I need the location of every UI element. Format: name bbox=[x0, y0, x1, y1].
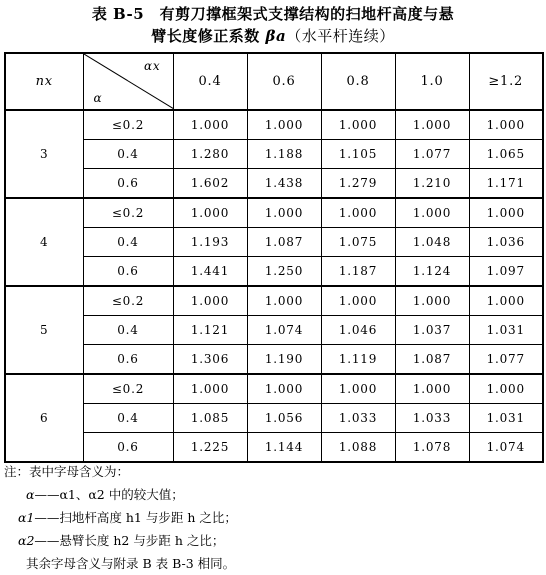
factor-value: 1.144 bbox=[247, 433, 321, 463]
factor-value: 1.000 bbox=[173, 110, 247, 140]
alpha-value: 0.6 bbox=[83, 169, 173, 199]
table-row bbox=[5, 374, 543, 404]
table-row bbox=[5, 404, 543, 433]
alpha-value: 0.4 bbox=[83, 316, 173, 345]
factor-value: 1.119 bbox=[321, 345, 395, 375]
alpha-value: 0.4 bbox=[83, 404, 173, 433]
notes-heading: 注：表中字母含义为： bbox=[4, 464, 130, 479]
note-item-alpha1: α1——扫地杆高度 h1 与步距 h 之比； bbox=[18, 510, 237, 525]
table-header-row bbox=[5, 53, 543, 110]
table-row bbox=[5, 228, 543, 257]
factor-value: 1.190 bbox=[247, 345, 321, 375]
factor-value: 1.000 bbox=[173, 374, 247, 404]
factor-value: 1.171 bbox=[469, 169, 543, 199]
header-col-4: ≥1.2 bbox=[469, 53, 543, 110]
factor-value: 1.602 bbox=[173, 169, 247, 199]
factor-value: 1.306 bbox=[173, 345, 247, 375]
factor-value: 1.087 bbox=[395, 345, 469, 375]
factor-value: 1.000 bbox=[395, 374, 469, 404]
title-symbol: βa bbox=[265, 27, 287, 45]
factor-value: 1.000 bbox=[247, 374, 321, 404]
table-title-line2 bbox=[0, 25, 546, 46]
factor-value: 1.000 bbox=[321, 198, 395, 228]
table-row bbox=[5, 140, 543, 169]
table-row bbox=[5, 316, 543, 345]
factor-value: 1.031 bbox=[469, 404, 543, 433]
alpha-value: 0.6 bbox=[83, 345, 173, 375]
factor-value: 1.037 bbox=[395, 316, 469, 345]
table-row bbox=[5, 257, 543, 287]
factor-value: 1.250 bbox=[247, 257, 321, 287]
factor-value: 1.000 bbox=[321, 110, 395, 140]
factor-value: 1.056 bbox=[247, 404, 321, 433]
header-nx: nx bbox=[5, 53, 83, 110]
factor-value: 1.000 bbox=[395, 198, 469, 228]
factor-value: 1.438 bbox=[247, 169, 321, 199]
factor-value: 1.078 bbox=[395, 433, 469, 463]
factor-value: 1.280 bbox=[173, 140, 247, 169]
alpha-value: ≤0.2 bbox=[83, 374, 173, 404]
title-subtext: （水平杆连续） bbox=[286, 27, 395, 45]
factor-value: 1.033 bbox=[321, 404, 395, 433]
factor-value: 1.000 bbox=[395, 110, 469, 140]
factor-value: 1.188 bbox=[247, 140, 321, 169]
note-item-alpha2: α2——悬臂长度 h2 与步距 h 之比； bbox=[18, 533, 225, 548]
note-item-alpha: α——α1、α2 中的较大值； bbox=[26, 487, 184, 502]
table-title-line1: 表 B-5 有剪刀撑框架式支撑结构的扫地杆高度与悬 bbox=[91, 5, 455, 23]
table-row bbox=[5, 110, 543, 140]
table-row bbox=[5, 345, 543, 375]
factor-value: 1.105 bbox=[321, 140, 395, 169]
factor-value: 1.036 bbox=[469, 228, 543, 257]
nx-value: 4 bbox=[5, 198, 83, 286]
factor-value: 1.077 bbox=[395, 140, 469, 169]
nx-value: 6 bbox=[5, 374, 83, 462]
factor-value: 1.000 bbox=[469, 286, 543, 316]
factor-value: 1.097 bbox=[469, 257, 543, 287]
factor-value: 1.000 bbox=[469, 198, 543, 228]
table-row bbox=[5, 169, 543, 199]
factor-value: 1.046 bbox=[321, 316, 395, 345]
factor-value: 1.088 bbox=[321, 433, 395, 463]
factor-value: 1.000 bbox=[247, 286, 321, 316]
factor-value: 1.000 bbox=[247, 110, 321, 140]
factor-value: 1.124 bbox=[395, 257, 469, 287]
table-row bbox=[5, 198, 543, 228]
factor-value: 1.033 bbox=[395, 404, 469, 433]
factor-value: 1.074 bbox=[247, 316, 321, 345]
factor-value: 1.075 bbox=[321, 228, 395, 257]
alpha-value: 0.6 bbox=[83, 433, 173, 463]
nx-value: 5 bbox=[5, 286, 83, 374]
factor-value: 1.210 bbox=[395, 169, 469, 199]
header-alpha-x: αx bbox=[144, 59, 161, 73]
factor-value: 1.065 bbox=[469, 140, 543, 169]
nx-value: 3 bbox=[5, 110, 83, 198]
alpha-value: ≤0.2 bbox=[83, 110, 173, 140]
factor-value: 1.000 bbox=[469, 374, 543, 404]
factor-value: 1.031 bbox=[469, 316, 543, 345]
notes-footer: 其余字母含义与附录 B 表 B-3 相同。 bbox=[26, 556, 236, 571]
header-col-2: 0.8 bbox=[321, 53, 395, 110]
factor-value: 1.187 bbox=[321, 257, 395, 287]
factor-value: 1.441 bbox=[173, 257, 247, 287]
factor-value: 1.085 bbox=[173, 404, 247, 433]
header-diagonal-cell bbox=[83, 53, 173, 110]
factor-value: 1.000 bbox=[173, 286, 247, 316]
factor-value: 1.000 bbox=[321, 374, 395, 404]
header-col-1: 0.6 bbox=[247, 53, 321, 110]
alpha-value: 0.4 bbox=[83, 140, 173, 169]
alpha-value: ≤0.2 bbox=[83, 198, 173, 228]
factor-value: 1.000 bbox=[395, 286, 469, 316]
factor-value: 1.279 bbox=[321, 169, 395, 199]
table-row bbox=[5, 433, 543, 463]
factor-value: 1.087 bbox=[247, 228, 321, 257]
factor-value: 1.225 bbox=[173, 433, 247, 463]
factor-value: 1.048 bbox=[395, 228, 469, 257]
title-main-text: 臂长度修正系数 bbox=[151, 27, 260, 45]
header-col-3: 1.0 bbox=[395, 53, 469, 110]
alpha-value: 0.4 bbox=[83, 228, 173, 257]
header-alpha: α bbox=[93, 91, 103, 105]
factor-value: 1.000 bbox=[321, 286, 395, 316]
alpha-value: 0.6 bbox=[83, 257, 173, 287]
factor-value: 1.000 bbox=[173, 198, 247, 228]
factor-value: 1.000 bbox=[469, 110, 543, 140]
alpha-value: ≤0.2 bbox=[83, 286, 173, 316]
notes-section bbox=[4, 460, 542, 575]
header-col-0: 0.4 bbox=[173, 53, 247, 110]
factor-value: 1.077 bbox=[469, 345, 543, 375]
correction-factor-table bbox=[4, 52, 544, 463]
factor-value: 1.121 bbox=[173, 316, 247, 345]
factor-value: 1.000 bbox=[247, 198, 321, 228]
factor-value: 1.074 bbox=[469, 433, 543, 463]
factor-value: 1.193 bbox=[173, 228, 247, 257]
table-row bbox=[5, 286, 543, 316]
